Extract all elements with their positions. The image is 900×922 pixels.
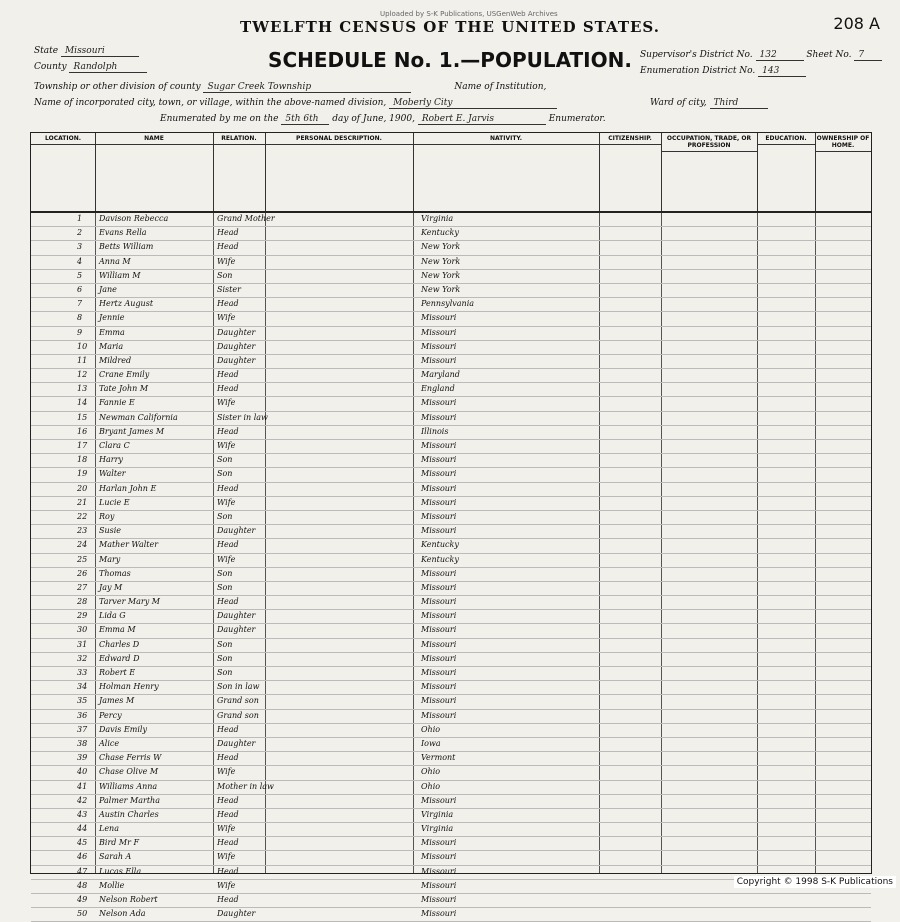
table-row [31,596,871,610]
row-number: 29 [77,611,88,621]
relation: Wife [217,767,236,777]
row-number: 48 [77,880,88,890]
relation: Head [217,724,239,734]
birthplace: Missouri [421,483,457,493]
person-name: Thomas [99,568,131,578]
person-name: Mather Walter [99,540,159,550]
section-occupation: OCCUPATION, TRADE, OR PROFESSION [661,133,758,211]
person-name: Percy [99,710,122,720]
row-number: 19 [77,469,88,479]
table-row [31,582,871,596]
person-name: Bryant James M [99,426,165,436]
section-ownership: OWNERSHIP OF HOME. [815,133,871,211]
person-name: Chase Olive M [99,767,159,777]
table-row [31,369,871,383]
birthplace: Missouri [421,866,457,876]
table-row [31,312,871,326]
birthplace: New York [421,242,461,252]
person-name: Fannie E [99,398,135,408]
person-name: Mary [99,554,121,564]
row-number: 17 [77,441,88,450]
relation: Son [217,455,233,465]
table-row [31,327,871,341]
relation: Daughter [217,909,256,919]
person-name: Jane [99,284,117,294]
person-name: Maria [99,341,124,351]
table-row [31,468,871,482]
page-number: 208 A [833,14,880,33]
relation: Son [217,469,233,479]
row-number: 33 [77,668,88,677]
person-name: Harry [99,455,123,465]
birthplace: Missouri [421,497,457,507]
relation: Son [217,639,233,649]
table-row [31,624,871,638]
row-number: 37 [77,724,88,734]
table-row [31,851,871,865]
relation: Sister in law [217,412,268,422]
person-name: Bird Mr F [99,838,140,848]
table-row [31,298,871,312]
birthplace: Missouri [421,852,457,862]
relation: Wife [217,852,236,862]
row-number: 14 [77,398,88,408]
supervisor-line: Supervisor's District No. 132 Sheet No. 7 [640,50,882,61]
row-number: 10 [77,341,88,351]
table-row [31,639,871,653]
birthplace: Virginia [421,214,454,223]
person-name: Clara C [99,441,130,450]
row-number: 42 [77,795,88,805]
relation: Head [217,540,239,550]
table-row [31,426,871,440]
birthplace: Missouri [421,341,457,351]
row-number: 9 [77,327,83,337]
row-number: 4 [77,256,83,266]
birthplace: Maryland [421,370,460,380]
row-number: 11 [77,355,88,365]
birthplace: Iowa [421,738,441,748]
table-row [31,837,871,851]
relation: Head [217,895,239,904]
birthplace: Missouri [421,469,457,479]
table-row [31,511,871,525]
relation: Son [217,568,233,578]
row-number: 3 [77,242,83,252]
table-row [31,781,871,795]
birthplace: Virginia [421,809,454,819]
relation: Sister [217,284,241,294]
person-name: Betts William [99,242,154,252]
district-line: Enumeration District No. 143 [640,66,806,77]
row-number: 49 [77,895,88,904]
table-row [31,681,871,695]
birthplace: New York [421,270,461,280]
person-name: Lucie E [99,497,130,507]
relation: Head [217,228,239,238]
county-value: Randolph [69,62,147,73]
relation: Head [217,838,239,848]
relation: Grand son [217,710,259,720]
state-line: State Missouri [34,46,139,57]
section-location: LOCATION. [31,133,96,211]
table-row [31,554,871,568]
birthplace: Missouri [421,597,457,607]
section-nativity: NATIVITY. [413,133,600,211]
person-name: Tate John M [99,384,149,394]
table-row [31,270,871,284]
birthplace: New York [421,256,461,266]
birthplace: Missouri [421,511,457,521]
row-number: 40 [77,767,88,777]
person-name: Chase Ferris W [99,753,162,763]
table-row [31,213,871,227]
relation: Son in law [217,682,260,692]
row-number: 13 [77,384,88,394]
relation: Daughter [217,341,256,351]
person-name: Nelson Ada [99,909,146,919]
birthplace: Illinois [421,426,449,436]
row-number: 31 [77,639,88,649]
birthplace: Missouri [421,668,457,677]
copyright-notice: Copyright © 1998 S-K Publications [734,876,896,888]
row-number: 34 [77,682,88,692]
state-value: Missouri [61,46,139,57]
row-number: 7 [77,299,83,309]
relation: Head [217,597,239,607]
person-name: Nelson Robert [99,895,158,904]
table-row [31,795,871,809]
table-row [31,525,871,539]
relation: Son [217,653,233,663]
row-number: 50 [77,909,88,919]
person-name: Emma [99,327,125,337]
birthplace: Missouri [421,682,457,692]
birthplace: Pennsylvania [421,299,475,309]
section-personal: PERSONAL DESCRIPTION. [265,133,414,211]
census-rows [31,213,871,922]
section-relation: RELATION. [213,133,266,211]
birthplace: Missouri [421,625,457,635]
row-number: 20 [77,483,88,493]
table-row [31,397,871,411]
relation: Grand son [217,696,259,706]
birthplace: Ohio [421,767,441,777]
table-row [31,412,871,426]
birthplace: Missouri [421,696,457,706]
person-name: Davison Rebecca [99,214,169,223]
person-name: Williams Anna [99,781,158,791]
birthplace: Kentucky [421,540,459,550]
person-name: Alice [99,738,120,748]
birthplace: Missouri [421,568,457,578]
row-number: 25 [77,554,88,564]
relation: Wife [217,554,236,564]
birthplace: Missouri [421,327,457,337]
row-number: 16 [77,426,88,436]
row-number: 46 [77,852,88,862]
section-name: NAME [95,133,214,211]
relation: Head [217,809,239,819]
table-row [31,241,871,255]
person-name: Davis Emily [99,724,147,734]
relation: Daughter [217,738,256,748]
table-row [31,653,871,667]
person-name: Sarah A [99,852,132,862]
row-number: 6 [77,284,83,294]
birthplace: Missouri [421,795,457,805]
archive-stamp: Uploaded by S-K Publications, USGenWeb Archives [380,10,558,18]
row-number: 26 [77,568,88,578]
table-row [31,454,871,468]
table-header [31,133,871,213]
relation: Wife [217,398,236,408]
relation: Head [217,795,239,805]
row-number: 43 [77,809,88,819]
table-row [31,539,871,553]
section-education: EDUCATION. [757,133,816,211]
person-name: Walter [99,469,126,479]
person-name: Lida G [99,611,126,621]
relation: Son [217,668,233,677]
relation: Daughter [217,526,256,536]
person-name: Charles D [99,639,140,649]
row-number: 24 [77,540,88,550]
enumeration-line: Enumerated by me on the 5th 6th day of June, 1900, Robert E. Jarvis Enumerator. [160,114,606,124]
birthplace: Missouri [421,455,457,465]
birthplace: Missouri [421,838,457,848]
person-name: Holman Henry [99,682,159,692]
relation: Head [217,370,239,380]
row-number: 35 [77,696,88,706]
birthplace: Missouri [421,909,457,919]
birthplace: New York [421,284,461,294]
row-number: 15 [77,412,88,422]
birthplace: Missouri [421,895,457,904]
person-name: Lucas Ella [99,866,142,876]
row-number: 2 [77,228,83,238]
birthplace: Kentucky [421,554,459,564]
birthplace: Missouri [421,653,457,663]
person-name: Palmer Martha [99,795,160,805]
person-name: Robert E [99,668,136,677]
birthplace: Missouri [421,412,457,422]
person-name: Susie [99,526,122,536]
person-name: Lena [99,824,119,834]
relation: Daughter [217,611,256,621]
table-row [31,809,871,823]
relation: Daughter [217,327,256,337]
relation: Son [217,582,233,592]
person-name: Austin Charles [99,809,159,819]
birthplace: Missouri [421,526,457,536]
person-name: Tarver Mary M [99,597,160,607]
person-name: Crane Emily [99,370,150,380]
table-row [31,724,871,738]
relation: Mother in law [217,781,274,791]
township-value: Sugar Creek Township [203,82,411,93]
enumerator-name: Robert E. Jarvis [418,114,546,125]
person-name: Mollie [99,880,125,890]
birthplace: Missouri [421,441,457,450]
table-row [31,227,871,241]
birthplace: England [421,384,455,394]
schedule-title: SCHEDULE No. 1.—POPULATION. [268,48,632,72]
county-line: County Randolph [34,62,147,73]
row-number: 47 [77,866,88,876]
relation: Head [217,483,239,493]
row-number: 38 [77,738,88,748]
relation: Head [217,753,239,763]
table-row [31,355,871,369]
table-row [31,284,871,298]
row-number: 12 [77,370,88,380]
city-line: Name of incorporated city, town, or village, within the above-named division, Moberly City Ward of city, Third [34,98,768,109]
person-name: Edward D [99,653,140,663]
birthplace: Missouri [421,611,457,621]
census-title: TWELFTH CENSUS OF THE UNITED STATES. [240,18,660,36]
row-number: 45 [77,838,88,848]
birthplace: Virginia [421,824,454,834]
relation: Head [217,299,239,309]
person-name: James M [99,696,135,706]
table-row [31,256,871,270]
table-row [31,667,871,681]
person-name: Hertz August [99,299,154,309]
township-line: Township or other division of county Sugar Creek Township Name of Institution, [34,82,547,92]
row-number: 36 [77,710,88,720]
row-number: 5 [77,270,83,280]
row-number: 18 [77,455,88,465]
birthplace: Missouri [421,313,457,323]
birthplace: Kentucky [421,228,459,238]
relation: Wife [217,824,236,834]
birthplace: Missouri [421,639,457,649]
relation: Wife [217,441,236,450]
person-name: William M [99,270,141,280]
relation: Wife [217,256,236,266]
table-row [31,383,871,397]
table-row [31,752,871,766]
relation: Daughter [217,625,256,635]
city-value: Moberly City [389,98,557,109]
table-row [31,908,871,922]
table-row [31,695,871,709]
row-number: 23 [77,526,88,536]
person-name: Anna M [99,256,131,266]
row-number: 44 [77,824,88,834]
person-name: Emma M [99,625,136,635]
table-row [31,341,871,355]
ward-value: Third [710,98,768,109]
relation: Head [217,866,239,876]
relation: Head [217,426,239,436]
birthplace: Missouri [421,582,457,592]
table-row [31,568,871,582]
table-row [31,483,871,497]
person-name: Jennie [99,313,125,323]
table-row [31,823,871,837]
row-number: 27 [77,582,88,592]
row-number: 22 [77,511,88,521]
row-number: 39 [77,753,88,763]
row-number: 28 [77,597,88,607]
table-row [31,738,871,752]
relation: Daughter [217,355,256,365]
table-row [31,766,871,780]
birthplace: Ohio [421,724,441,734]
row-number: 21 [77,497,88,507]
table-row [31,497,871,511]
birthplace: Missouri [421,710,457,720]
birthplace: Missouri [421,880,457,890]
person-name: Newman California [99,412,178,422]
birthplace: Ohio [421,781,441,791]
person-name: Mildred [99,355,132,365]
birthplace: Missouri [421,355,457,365]
row-number: 1 [77,214,83,223]
birthplace: Vermont [421,753,456,763]
birthplace: Missouri [421,398,457,408]
row-number: 30 [77,625,88,635]
row-number: 32 [77,653,88,663]
relation: Head [217,384,239,394]
section-citizenship: CITIZENSHIP. [599,133,662,211]
row-number: 41 [77,781,88,791]
relation: Son [217,270,233,280]
person-name: Roy [99,511,115,521]
row-number: 8 [77,313,83,323]
table-row [31,610,871,624]
relation: Wife [217,880,236,890]
table-row [31,440,871,454]
table-row [31,894,871,908]
relation: Wife [217,313,236,323]
relation: Wife [217,497,236,507]
relation: Son [217,511,233,521]
table-row [31,710,871,724]
relation: Head [217,242,239,252]
person-name: Harlan John E [99,483,157,493]
person-name: Jay M [99,582,123,592]
relation: Grand Mother [217,214,275,223]
person-name: Evans Rella [99,228,147,238]
